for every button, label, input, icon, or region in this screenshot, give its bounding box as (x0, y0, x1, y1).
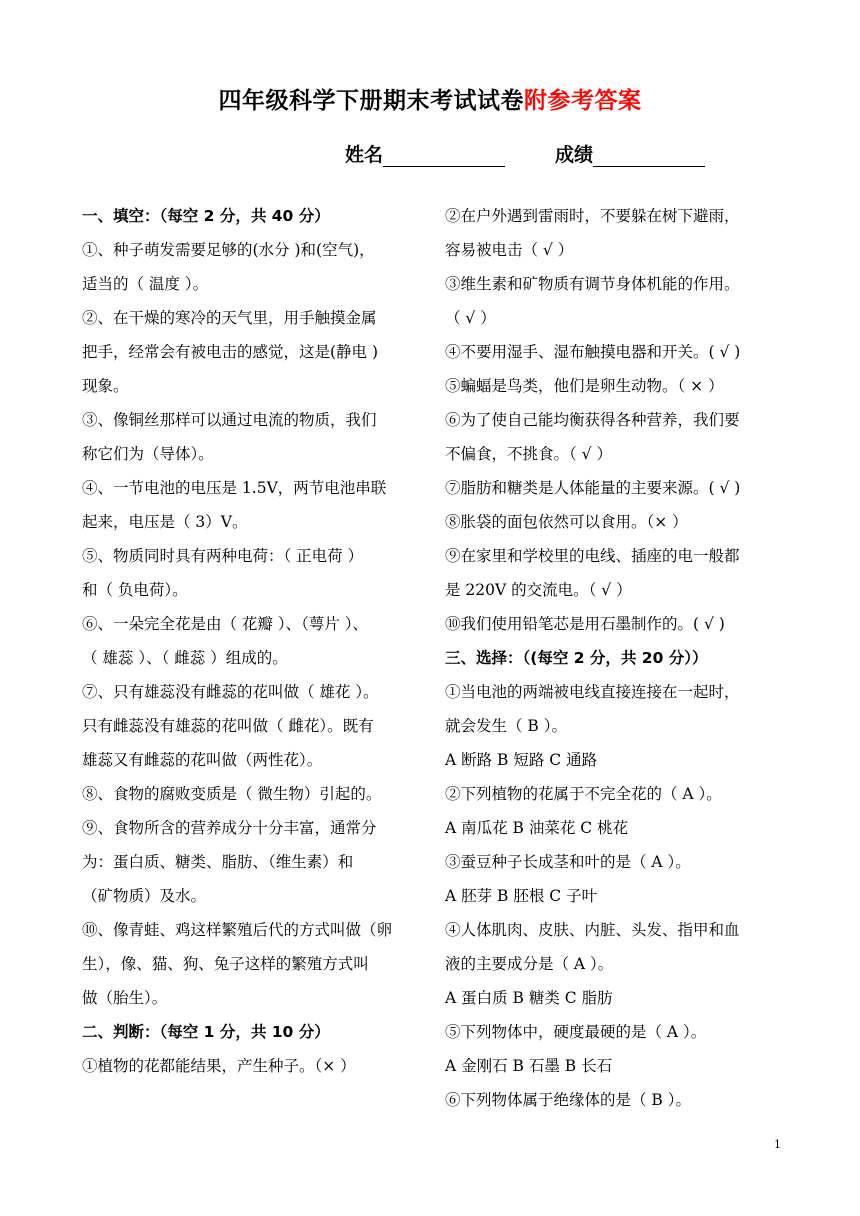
name-label: 姓名 (345, 144, 384, 166)
section-heading: 一、填空：（每空 2 分，共 40 分） (82, 207, 330, 225)
text-line: ①植物的花都能结果，产生种子。（× ） (82, 1057, 356, 1075)
student-info-line (345, 140, 705, 167)
text-line: ④人体肌肉、皮肤、内脏、头发、指甲和血 (445, 921, 740, 939)
text-line: 就会发生（ B ）。 (445, 717, 567, 735)
text-line: ③、像铜丝那样可以通过电流的物质，我们 (82, 411, 377, 429)
page-number: 1 (774, 1138, 781, 1151)
section-heading: 三、选择：（(每空 2 分，共 20 分）） (445, 649, 708, 667)
text-line: 做（胎生）。 (82, 989, 168, 1007)
text-line: A 南瓜花 B 油菜花 C 桃花 (445, 819, 629, 837)
text-line: 现象。 (82, 377, 129, 395)
text-line: 容易被电击（ √ ） (445, 241, 574, 259)
text-line: ⑤下列物体中，硬度最硬的是（ A ）。 (445, 1023, 707, 1041)
title-answer-suffix: 附参考答案 (524, 88, 642, 114)
text-line: 只有雌蕊没有雄蕊的花叫做（ 雌花）。既有 (82, 717, 374, 735)
text-line: （ √ ） (445, 309, 496, 327)
text-line: A 蛋白质 B 糖类 C 脂肪 (445, 989, 613, 1007)
text-line: A 胚芽 B 胚根 C 子叶 (445, 887, 598, 905)
text-line: ①、种子萌发需要足够的(水分 )和(空气)， (82, 241, 375, 259)
text-line: 是 220V 的交流电。（ √ ） (445, 581, 632, 599)
text-line: ⑨在家里和学校里的电线、插座的电一般都 (445, 547, 740, 565)
text-line: （矿物质）及水。 (82, 887, 207, 905)
text-line: ④不要用湿手、湿布触摸电器和开关。( √ ) (445, 343, 741, 361)
text-line: ⑥下列物体属于绝缘体的是（ B ）。 (445, 1091, 691, 1109)
section-heading: 二、判断：（每空 1 分，共 10 分） (82, 1023, 330, 1041)
text-line: ②下列植物的花属于不完全花的（ A ）。 (445, 785, 722, 803)
text-line: ⑩我们使用铅笔芯是用石墨制作的。( √ ) (445, 615, 725, 633)
text-line: ⑤蝙蝠是鸟类，他们是卵生动物。（ × ） (445, 377, 724, 395)
text-line: A 金刚石 B 石墨 B 长石 (445, 1057, 613, 1075)
text-line: ④、一节电池的电压是 1.5V，两节电池串联 (82, 479, 387, 497)
text-line: ③蚕豆种子长成茎和叶的是（ A ）。 (445, 853, 691, 871)
name-blank (383, 144, 505, 167)
score-label: 成绩 (555, 144, 594, 166)
text-line: ⑤、物质同时具有两种电荷：（ 正电荷 ） (82, 547, 364, 565)
left-column (82, 199, 442, 1083)
text-line: ②在户外遇到雷雨时，不要躲在树下避雨， (445, 207, 740, 225)
text-line: 生），像、猫、狗、兔子这样的繁殖方式叫 (82, 955, 369, 973)
text-line: ②、在干燥的寒冷的天气里，用手触摸金属 (82, 309, 377, 327)
text-line: ⑧、食物的腐败变质是（ 微生物）引起的。 (82, 785, 382, 803)
text-line: 适当的（ 温度 ）。 (82, 275, 209, 293)
text-line: ⑦脂肪和糖类是人体能量的主要来源。( √ ) (445, 479, 741, 497)
right-column (445, 199, 785, 1117)
text-line: ⑥、一朵完全花是由（ 花瓣 ）、（萼片 ）、 (82, 615, 369, 633)
text-line: ⑨、食物所含的营养成分十分丰富，通常分 (82, 819, 377, 837)
text-line: （ 雄蕊 ）、（ 雌蕊 ）组成的。 (82, 649, 288, 667)
text-line: 不偏食，不挑食。（ √ ） (445, 445, 612, 463)
text-line: ⑩、像青蛙、鸡这样繁殖后代的方式叫做（卵 (82, 921, 393, 939)
text-line: ⑧胀袋的面包依然可以食用。（× ） (445, 513, 688, 531)
text-line: ⑥为了使自己能均衡获得各种营养，我们要 (445, 411, 740, 429)
text-line: ⑦、只有雄蕊没有雌蕊的花叫做（ 雄花 ）。 (82, 683, 379, 701)
text-line: 和（ 负电荷）。 (82, 581, 188, 599)
text-line: 液的主要成分是（ A ）。 (445, 955, 614, 973)
text-line: A 断路 B 短路 C 通路 (445, 751, 598, 769)
text-line: 称它们为（导体）。 (82, 445, 214, 463)
text-line: 起来，电压是（ 3）V。 (82, 513, 248, 531)
page-title (0, 82, 860, 115)
text-line: 为：蛋白质、糖类、脂肪、（维生素）和 (82, 853, 354, 871)
text-line: 把手，经常会有被电击的感觉，这是(静电 ) (82, 343, 379, 361)
text-line: ①当电池的两端被电线直接连接在一起时， (445, 683, 740, 701)
title-main: 四年级科学下册期末考试试卷 (218, 88, 524, 114)
score-blank (593, 144, 705, 167)
text-line: ③维生素和矿物质有调节身体机能的作用。 (445, 275, 740, 293)
text-line: 雄蕊又有雌蕊的花叫做（两性花）。 (82, 751, 323, 769)
